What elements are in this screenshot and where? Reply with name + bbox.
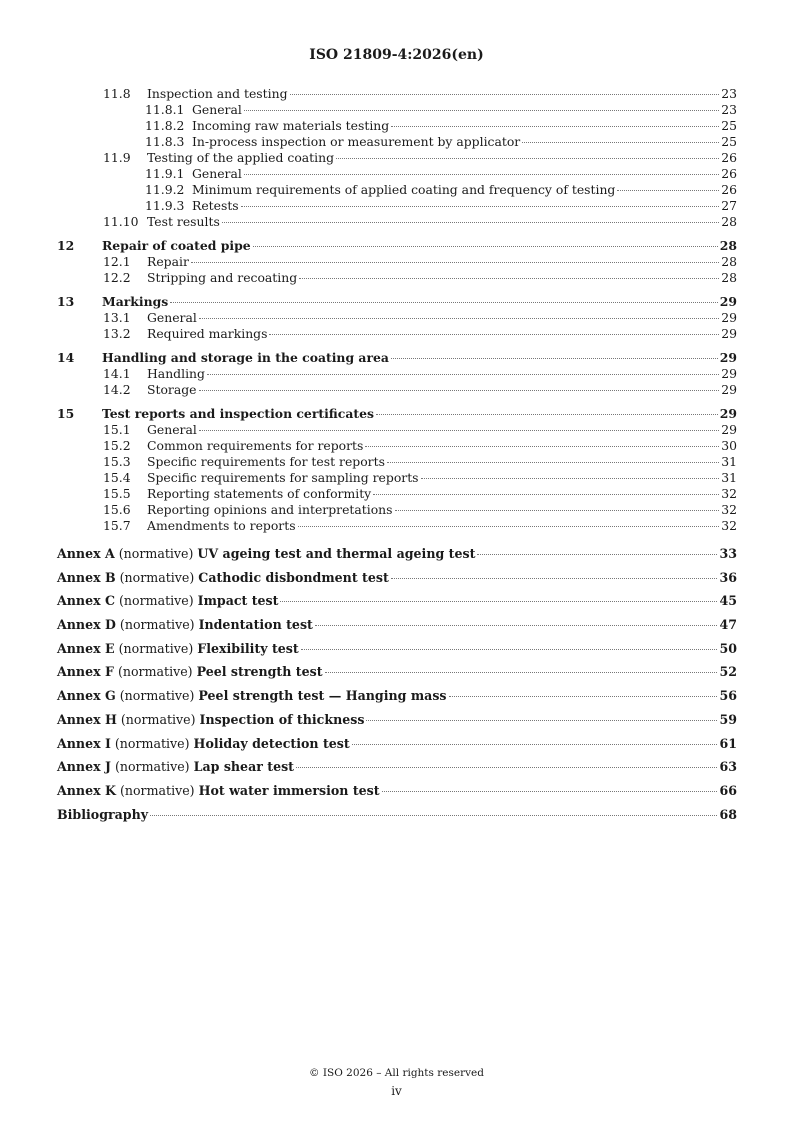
toc-entry-page: 26 — [721, 182, 737, 197]
annex-label: Annex A — [57, 546, 115, 561]
annex-label: Annex J — [57, 759, 111, 775]
toc-entry-title: General — [192, 102, 242, 117]
toc-entry-title: Inspection and testing — [147, 86, 288, 101]
toc-entry-title: Minimum requirements of applied coating and frequency of testing — [192, 182, 616, 197]
dot-leader — [352, 744, 718, 745]
toc-entry-page: 29 — [721, 422, 737, 437]
dot-leader — [522, 142, 719, 143]
annex-page: 45 — [719, 593, 737, 609]
toc-entry[interactable] — [57, 102, 737, 118]
annex-page: 63 — [719, 759, 737, 775]
toc-entry-title: Testing of the applied coating — [147, 150, 335, 165]
dot-leader — [391, 126, 719, 127]
annex-label: Annex E — [57, 640, 115, 656]
toc-entry-page: 28 — [721, 214, 737, 229]
dot-leader — [244, 110, 719, 111]
page-number: iv — [391, 1084, 402, 1098]
toc-entry-title: Reporting statements of conformity — [147, 486, 372, 501]
annex-label: Annex G — [57, 688, 116, 704]
dot-leader — [449, 696, 718, 697]
toc-entry-number: 13.1 — [103, 310, 131, 325]
toc-entry-number: 12.1 — [103, 254, 131, 269]
toc-entry[interactable] — [57, 182, 737, 198]
dot-leader — [199, 318, 719, 319]
toc-entry-title: Markings — [102, 294, 169, 309]
annex-page: 33 — [719, 546, 737, 561]
dot-leader — [376, 414, 718, 415]
dot-leader — [199, 430, 719, 431]
dot-leader — [477, 554, 717, 555]
toc-entry-title: General — [147, 422, 197, 437]
annex-type: (normative) — [118, 546, 194, 561]
bibliography-title: Bibliography — [57, 806, 149, 822]
dot-leader — [296, 767, 717, 768]
annex-type: (normative) — [119, 782, 195, 798]
toc-entry[interactable] — [57, 406, 737, 422]
toc-entry-number: 11.9.1 — [145, 166, 185, 181]
toc-entry[interactable] — [57, 118, 737, 134]
bibliography-page: 68 — [719, 806, 737, 822]
toc-entry[interactable] — [57, 310, 737, 326]
annex-title: Indentation test — [198, 617, 313, 633]
toc-entry-page: 30 — [721, 438, 737, 453]
dot-leader — [387, 462, 719, 463]
toc-entry-page: 29 — [721, 382, 737, 397]
dot-leader — [395, 510, 720, 511]
toc-entry-page: 29 — [719, 350, 737, 365]
annex-page: 47 — [719, 617, 737, 633]
dot-leader — [325, 672, 718, 673]
dot-leader — [298, 526, 720, 527]
toc-entry-number: 12.2 — [103, 270, 131, 285]
toc-entry[interactable] — [57, 422, 737, 438]
toc-entry-number: 13.2 — [103, 326, 131, 341]
toc-entry-page: 28 — [719, 238, 737, 253]
dot-leader — [280, 601, 717, 602]
annex-entry[interactable] — [57, 566, 737, 590]
annex-entry[interactable] — [57, 542, 737, 566]
toc-entry-page: 29 — [721, 366, 737, 381]
toc-entry-title: General — [147, 310, 197, 325]
dot-leader — [199, 390, 720, 391]
toc-entry[interactable] — [57, 518, 737, 534]
toc-entry[interactable] — [57, 470, 737, 486]
toc-entry-number: 11.9.3 — [145, 198, 185, 213]
toc-entry-number: 15.1 — [103, 422, 131, 437]
annex-title: Peel strength test — Hanging mass — [198, 688, 447, 704]
toc-entry-number: 14.1 — [103, 366, 131, 381]
toc-entry-title: Specific requirements for test reports — [147, 454, 385, 469]
annex-label: Annex C — [57, 593, 116, 609]
toc-entry-title: Handling — [147, 366, 205, 381]
toc-entry-number: 11.8 — [103, 86, 131, 101]
annex-label: Annex I — [57, 735, 111, 751]
dot-leader — [191, 262, 719, 263]
dot-leader — [336, 158, 719, 159]
toc-entry-title: Storage — [147, 382, 197, 397]
annex-page: 56 — [719, 688, 737, 704]
toc-entry-page: 26 — [721, 150, 737, 165]
toc-entry-page: 32 — [721, 518, 737, 533]
toc-entry-page: 31 — [721, 470, 737, 485]
annex-label: Annex F — [57, 664, 114, 680]
toc-entry-number: 15.7 — [103, 518, 131, 533]
annex-page: 61 — [719, 735, 737, 751]
toc-entry-title: Retests — [192, 198, 239, 213]
toc-entry-number: 11.9.2 — [145, 182, 185, 197]
toc-entry-page: 28 — [721, 254, 737, 269]
annex-entry[interactable] — [57, 684, 737, 708]
annex-entry[interactable] — [57, 708, 737, 732]
toc-entry-title: Amendments to reports — [147, 518, 296, 533]
annex-page: 52 — [719, 664, 737, 680]
annex-entry[interactable] — [57, 613, 737, 637]
toc-entry-title: Handling and storage in the coating area — [102, 350, 389, 365]
toc-entry-title: Stripping and recoating — [147, 270, 298, 285]
toc-entry-page: 27 — [721, 198, 737, 213]
annex-title: Peel strength test — [196, 664, 323, 680]
annex-type: (normative) — [119, 688, 195, 704]
toc-entry-number: 11.8.1 — [145, 102, 185, 117]
dot-leader — [290, 94, 720, 95]
annex-page: 50 — [719, 640, 737, 656]
dot-leader — [391, 358, 718, 359]
annex-type: (normative) — [119, 569, 195, 585]
toc-entry-number: 15.5 — [103, 486, 131, 501]
copyright-notice: © ISO 2026 – All rights reserved — [309, 1067, 484, 1079]
annex-title: Impact test — [197, 593, 279, 609]
toc-entry-title: Specific requirements for sampling reports — [147, 470, 419, 485]
toc-entry-number: 11.8.2 — [145, 118, 185, 133]
toc-entry-number: 15.3 — [103, 454, 131, 469]
toc-entry-title: Repair — [147, 254, 189, 269]
toc-entry-page: 28 — [721, 270, 737, 285]
toc-entry[interactable] — [57, 438, 737, 454]
toc-entry-number: 15 — [57, 406, 75, 421]
toc-entry[interactable] — [57, 350, 737, 366]
toc-entry-title: In-process inspection or measurement by applicator — [192, 134, 521, 149]
toc-entry-number: 14.2 — [103, 382, 131, 397]
toc-entry-title: Test reports and inspection certificates — [102, 406, 374, 421]
toc-entry-title: Repair of coated pipe — [102, 238, 251, 253]
toc-entry-page: 26 — [721, 166, 737, 181]
annex-label: Annex K — [57, 782, 116, 798]
toc-entry-title: Incoming raw materials testing — [192, 118, 390, 133]
annex-page: 59 — [719, 711, 737, 727]
dot-leader — [315, 625, 718, 626]
toc-entry-title: Required markings — [147, 326, 268, 341]
table-of-contents — [57, 86, 737, 826]
dot-leader — [366, 720, 717, 721]
annex-title: UV ageing test and thermal ageing test — [197, 546, 476, 561]
toc-entry-number: 14 — [57, 350, 75, 365]
annex-entry[interactable] — [57, 660, 737, 684]
annex-title: Flexibility test — [197, 640, 299, 656]
toc-entry[interactable] — [57, 134, 737, 150]
annex-type: (normative) — [114, 735, 190, 751]
toc-entry-number: 11.8.3 — [145, 134, 185, 149]
toc-entry[interactable] — [57, 150, 737, 166]
dot-leader — [299, 278, 719, 279]
annex-label: Annex B — [57, 569, 116, 585]
toc-entry[interactable] — [57, 86, 737, 102]
toc-entry-number: 15.2 — [103, 438, 131, 453]
toc-entry[interactable] — [57, 238, 737, 254]
annex-type: (normative) — [118, 640, 194, 656]
dot-leader — [150, 815, 717, 816]
annex-label: Annex D — [57, 617, 116, 633]
toc-entry-page: 29 — [719, 406, 737, 421]
annex-title: Inspection of thickness — [199, 711, 365, 727]
toc-entry-page: 29 — [719, 294, 737, 309]
annex-type: (normative) — [117, 664, 193, 680]
toc-entry[interactable] — [57, 382, 737, 398]
annex-type: (normative) — [120, 711, 196, 727]
dot-leader — [617, 190, 719, 191]
dot-leader — [382, 791, 718, 792]
dot-leader — [373, 494, 719, 495]
toc-entry[interactable] — [57, 454, 737, 470]
toc-entry-page: 25 — [721, 118, 737, 133]
dot-leader — [301, 649, 718, 650]
annex-page: 66 — [719, 782, 737, 798]
annex-entry[interactable] — [57, 732, 737, 756]
toc-entry[interactable] — [57, 294, 737, 310]
annex-title: Lap shear test — [193, 759, 294, 775]
annex-title: Holiday detection test — [193, 735, 350, 751]
toc-entry-title: General — [192, 166, 242, 181]
dot-leader — [391, 578, 718, 579]
toc-entry-number: 13 — [57, 294, 75, 309]
annex-page: 36 — [719, 569, 737, 585]
annex-type: (normative) — [119, 593, 194, 609]
toc-entry-page: 32 — [721, 486, 737, 501]
dot-leader — [207, 374, 719, 375]
toc-entry-page: 25 — [721, 134, 737, 149]
dot-leader — [269, 334, 719, 335]
toc-entry[interactable] — [57, 366, 737, 382]
annex-entry[interactable] — [57, 755, 737, 779]
dot-leader — [241, 206, 720, 207]
annex-title: Cathodic disbondment test — [198, 569, 389, 585]
toc-entry[interactable] — [57, 166, 737, 182]
toc-entry-page: 29 — [721, 326, 737, 341]
toc-entry[interactable] — [57, 270, 737, 286]
dot-leader — [244, 174, 719, 175]
toc-entry-page: 31 — [721, 454, 737, 469]
toc-entry-number: 15.6 — [103, 502, 131, 517]
toc-entry-number: 12 — [57, 238, 75, 253]
toc-entry[interactable] — [57, 198, 737, 214]
toc-entry[interactable] — [57, 502, 737, 518]
toc-entry-page: 32 — [721, 502, 737, 517]
toc-entry-page: 29 — [721, 310, 737, 325]
toc-entry-title: Reporting opinions and interpretations — [147, 502, 393, 517]
annex-entry[interactable] — [57, 637, 737, 661]
dot-leader — [170, 302, 718, 303]
dot-leader — [365, 446, 719, 447]
toc-entry-title: Common requirements for reports — [147, 438, 364, 453]
toc-entry[interactable] — [57, 326, 737, 342]
toc-entry-page: 23 — [721, 102, 737, 117]
annex-title: Hot water immersion test — [198, 782, 380, 798]
annex-entry[interactable] — [57, 589, 737, 613]
toc-entry[interactable] — [57, 254, 737, 270]
toc-entry-title: Test results — [147, 214, 220, 229]
dot-leader — [253, 246, 718, 247]
annex-label: Annex H — [57, 711, 117, 727]
toc-entry-number: 11.9 — [103, 150, 131, 165]
document-header: ISO 21809-4:2026(en) — [309, 47, 484, 63]
annex-type: (normative) — [114, 759, 190, 775]
bibliography-entry[interactable] — [57, 803, 737, 827]
annex-entry[interactable] — [57, 779, 737, 803]
toc-entry[interactable] — [57, 214, 737, 230]
toc-entry-number: 11.10 — [103, 214, 139, 229]
toc-entry-number: 15.4 — [103, 470, 131, 485]
dot-leader — [222, 222, 719, 223]
toc-entry[interactable] — [57, 486, 737, 502]
dot-leader — [421, 478, 720, 479]
annex-type: (normative) — [119, 617, 195, 633]
toc-entry-page: 23 — [721, 86, 737, 101]
